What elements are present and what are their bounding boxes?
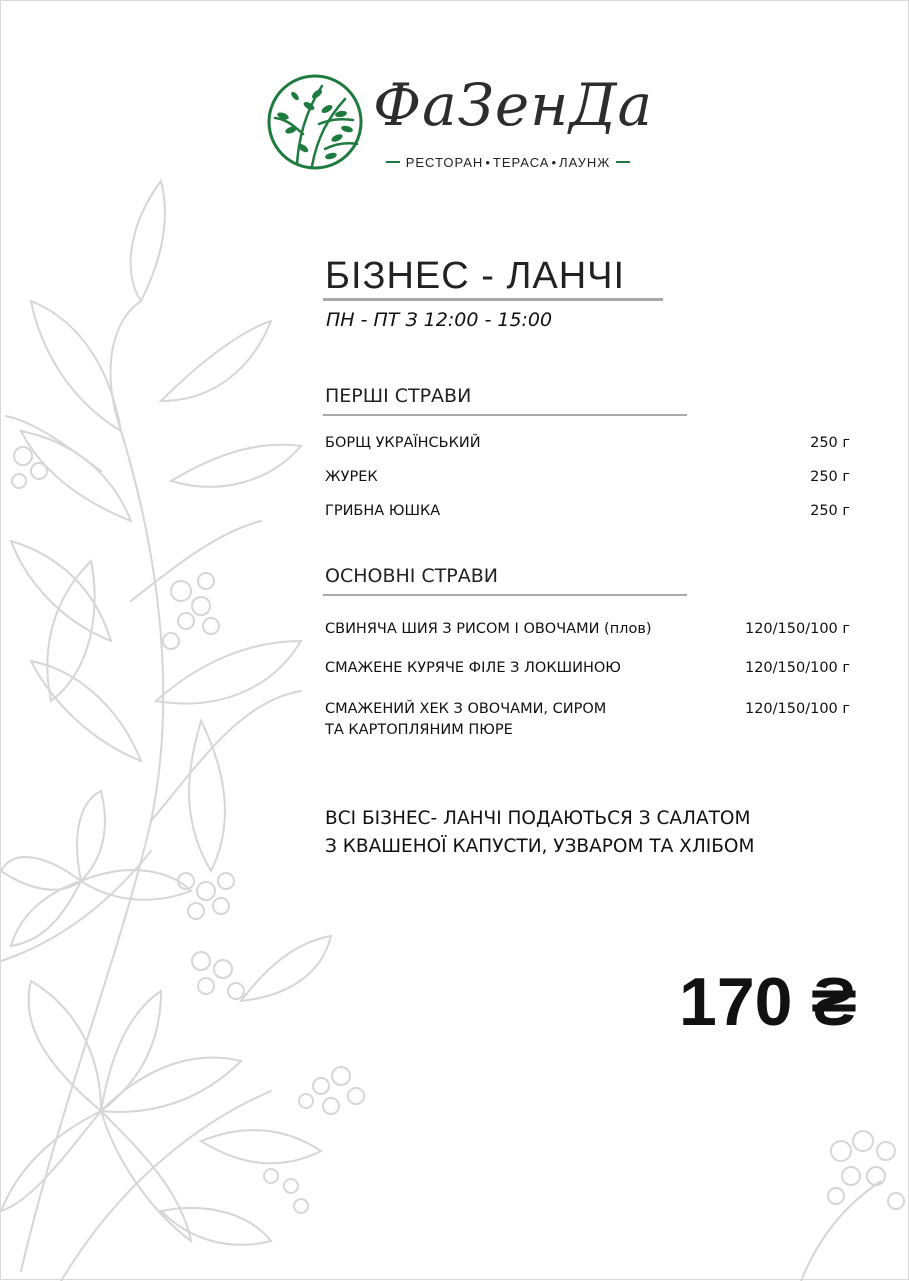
title-underline bbox=[323, 298, 663, 301]
section-underline bbox=[323, 594, 687, 596]
menu-item bbox=[325, 501, 850, 522]
tagline-terrace: ТЕРАСА bbox=[492, 154, 550, 170]
menu-item-name: СМАЖЕНИЙ ХЕК З ОВОЧАМИ, СИРОМ ТА КАРТОПЛЯНИМ ПЮРЕ bbox=[325, 701, 607, 738]
menu-item-weight: 250 г bbox=[810, 469, 850, 485]
brand-tagline bbox=[377, 152, 639, 172]
menu-item-weight: 120/150/100 г bbox=[744, 660, 850, 676]
section-underline bbox=[323, 414, 687, 416]
menu-item-name: ЖУРЕК bbox=[325, 469, 378, 485]
lunch-price: 170 ₴ bbox=[679, 964, 857, 1040]
tagline-separator: • bbox=[551, 154, 558, 170]
tagline-restaurant: РЕСТОРАН bbox=[405, 154, 484, 170]
menu-item-name: СМАЖЕНЕ КУРЯЧЕ ФІЛЕ З ЛОКШИНОЮ bbox=[325, 660, 621, 676]
floral-background-icon bbox=[1, 1, 909, 1281]
menu-item bbox=[325, 658, 850, 679]
lunch-hours: ПН - ПТ З 12:00 - 15:00 bbox=[326, 309, 553, 331]
serving-note: ВСІ БІЗНЕС- ЛАНЧІ ПОДАЮТЬСЯ З САЛАТОМ З КВАШЕНОЇ КАПУСТИ, УЗВАРОМ ТА ХЛІБОМ bbox=[325, 808, 755, 857]
menu-item-name: СВИНЯЧА ШИЯ З РИСОМ І ОВОЧАМИ (плов) bbox=[325, 621, 652, 637]
page-title: БІЗНЕС - ЛАНЧІ bbox=[325, 255, 626, 297]
tagline-lounge: ЛАУНЖ bbox=[559, 154, 611, 170]
menu-item bbox=[325, 619, 850, 640]
menu-item bbox=[325, 433, 850, 454]
section-title-main-courses: ОСНОВНІ СТРАВИ bbox=[325, 565, 499, 587]
menu-item-weight: 250 г bbox=[810, 435, 850, 451]
menu-item bbox=[325, 699, 850, 741]
leaf-branch-emblem-icon bbox=[267, 74, 363, 170]
brand-name: ФаЗенДа bbox=[373, 71, 654, 139]
menu-item-weight: 120/150/100 г bbox=[744, 621, 850, 637]
menu-item bbox=[325, 467, 850, 488]
menu-item-name: ГРИБНА ЮШКА bbox=[325, 503, 441, 519]
menu-item-weight: 120/150/100 г bbox=[744, 701, 850, 717]
tagline-separator: • bbox=[485, 154, 491, 170]
menu-item-name: БОРЩ УКРАЇНСЬКИЙ bbox=[325, 435, 481, 451]
tagline-dash-left bbox=[386, 161, 400, 163]
menu-item-weight: 250 г bbox=[810, 503, 850, 519]
section-title-first-courses: ПЕРШІ СТРАВИ bbox=[325, 385, 472, 407]
tagline-dash-right bbox=[616, 161, 630, 163]
